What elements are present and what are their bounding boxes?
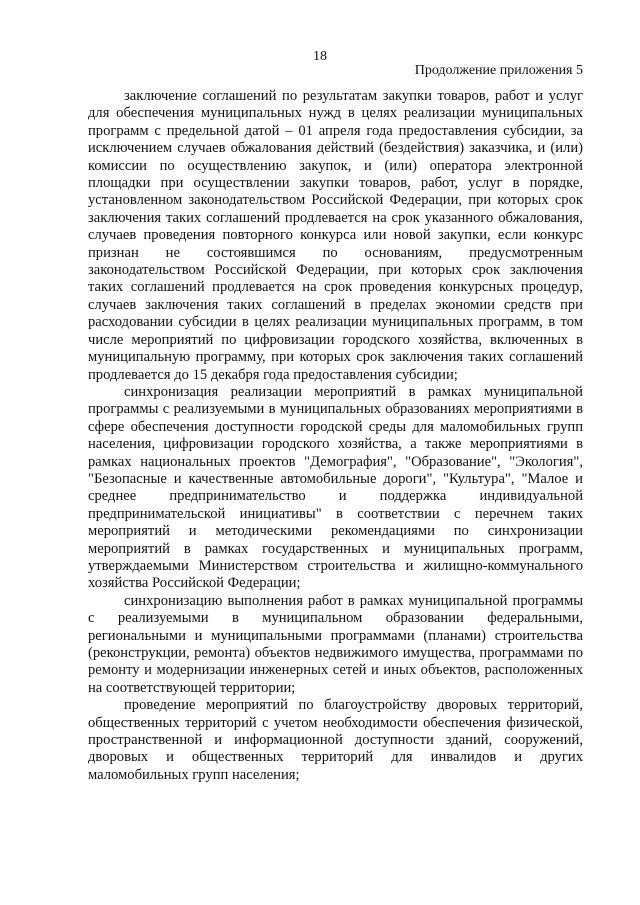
paragraph-synchronization-activities: синхронизация реализации мероприятий в рамках муниципальной программы с реализуемыми в муниципальных образованиях мероприятиями в сфере обеспечения доступности городской среды для маломобильных групп населения, цифровизации городского хозяйства, а также мероприятиями в рамках национальных проектов "Демография", "Образование", "Экология", "Безопасные и качественные автомобильные дороги", "Культура", "Малое и среднее предпринимательство и поддержка индивидуальной предпринимательской инициативы" в соответствии с перечнем таких мероприятий и методическими рекомендациями по синхронизации мероприятий в рамках государственных и муниципальных программ, утверждаемыми Министерством строительства и жилищно-коммунального хозяйства Российской Федерации;: [88, 383, 583, 592]
body-text: [88, 88, 583, 784]
paragraph-synchronization-works: синхронизацию выполнения работ в рамках муниципальной программы с реализуемыми в муниципальном образовании федеральными, региональными и муниципальными программами (планами) строительства (реконструкции, ремонта) объектов недвижимого имущества, программами по ремонту и модернизации инженерных сетей и иных объектов, расположенных на соответствующей территории;: [88, 592, 583, 696]
paragraph-landscaping: проведение мероприятий по благоустройству дворовых территорий, общественных территорий с учетом необходимости обеспечения физической, пространственной и информационной доступности зданий, сооружений, дворовых и общественных территорий для инвалидов и других маломобильных групп населения;: [88, 697, 583, 783]
paragraph-agreements: заключение соглашений по результатам закупки товаров, работ и услуг для обеспечения муниципальных нужд в целях реализации муниципальных программ с предельной датой – 01 апреля года предоставления субсидии, за исключением случаев обжалования действий (бездействия) заказчика, и (или) комиссии по осуществлению закупок, и (или) оператора электронной площадки при осуществлении закупки товаров, работ, услуг в порядке, установленном законодательством Российской Федерации, при которых срок заключения таких соглашений продлевается на срок указанного обжалования, случаев проведения повторного конкурса или новой закупки, если конкурс признан не состоявшимся по основаниям, предусмотренным законодательством Российской Федерации, при которых срок заключения таких соглашений продлевается на срок проведения конкурсных процедур, случаев заключения таких соглашений в пределах экономии средств при расходовании субсидии в целях реализации муниципальных программ, в том числе мероприятий по цифровизации городского хозяйства, включенных в муниципальную программу, при которых срок заключения таких соглашений продлевается до 15 декабря года предоставления субсидии;: [88, 88, 583, 383]
appendix-continuation-label: Продолжение приложения 5: [414, 63, 583, 78]
page-number: 18: [313, 49, 327, 64]
